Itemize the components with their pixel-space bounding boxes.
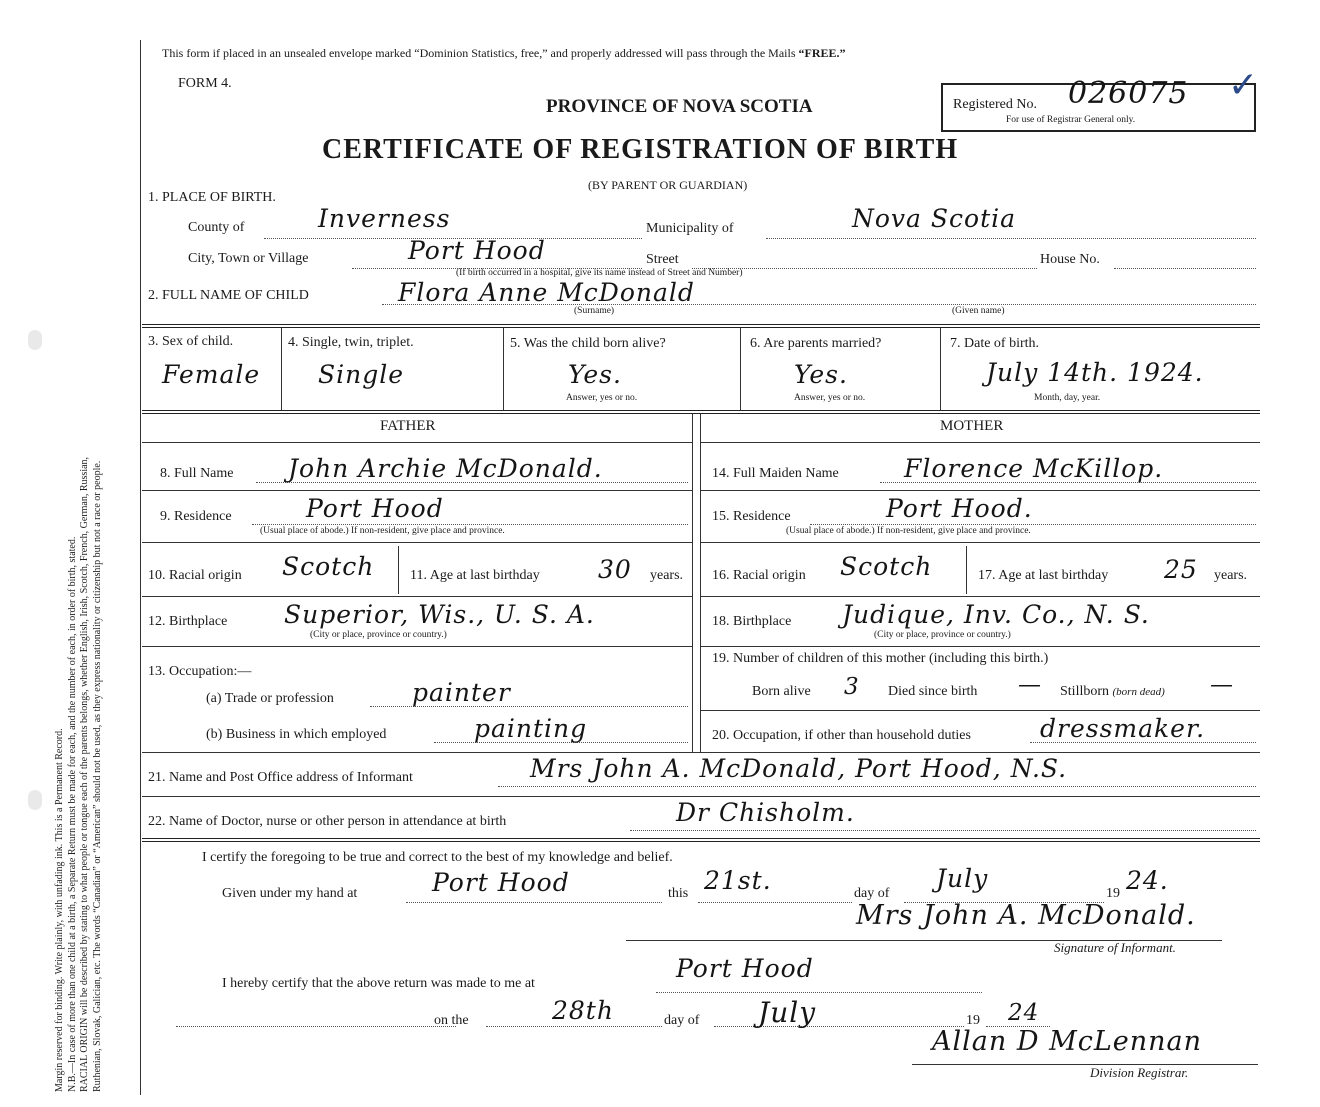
surname-note: (Surname): [574, 306, 615, 316]
province-title: PROVINCE OF NOVA SCOTIA: [546, 96, 813, 117]
mother-race-value: Scotch: [840, 552, 933, 581]
trade-value: painter: [412, 678, 511, 707]
doctor-value: Dr Chisholm.: [676, 798, 855, 827]
cell-divider: [966, 546, 967, 594]
given-name-note: (Given name): [952, 306, 1005, 316]
dob-note: Month, day, year.: [1034, 393, 1101, 403]
stillborn-note: (born dead): [1112, 686, 1165, 698]
father-race-label: 10. Racial origin: [148, 568, 242, 583]
mother-name-label: 14. Full Maiden Name: [712, 466, 839, 481]
municipality-value: Nova Scotia: [852, 204, 1017, 233]
cell-divider: [740, 328, 741, 410]
registrar-label: Division Registrar.: [1090, 1065, 1189, 1080]
section-rule: [142, 324, 1260, 328]
punch-hole: [28, 330, 42, 350]
row-rule: [700, 596, 1260, 597]
form-number: FORM 4.: [178, 76, 232, 91]
row-rule: [700, 542, 1260, 543]
given-month-value: July: [936, 864, 989, 893]
check-mark-icon: ✓: [1228, 65, 1259, 105]
child-name-value: Flora Anne McDonald: [398, 278, 695, 307]
municipality-line: [766, 238, 1256, 239]
father-age-label: 11. Age at last birthday: [410, 568, 540, 583]
row-rule: [700, 646, 1260, 647]
single-label: 4. Single, twin, triplet.: [288, 335, 414, 350]
city-label: City, Town or Village: [188, 251, 309, 266]
trade-label: (a) Trade or profession: [206, 691, 334, 706]
stillborn-value: —: [1210, 672, 1234, 698]
notice-free: “FREE.”: [798, 46, 846, 60]
mother-residence-value: Port Hood.: [886, 494, 1033, 523]
father-residence-line: [252, 524, 688, 525]
given-year-value: 24.: [1126, 866, 1169, 895]
return-label: I hereby certify that the above return was made to me at: [222, 976, 535, 991]
parent-divider: [700, 414, 701, 752]
married-note: Answer, yes or no.: [794, 393, 866, 403]
registrar-signature: Allan D McLennan: [932, 1026, 1203, 1057]
return-day-line: [486, 1026, 662, 1027]
occupation-label: 13. Occupation:—: [148, 664, 252, 679]
sex-label: 3. Sex of child.: [148, 334, 234, 349]
county-label: County of: [188, 220, 245, 235]
return-year-value: 24: [1008, 1000, 1040, 1026]
father-residence-value: Port Hood: [306, 494, 444, 523]
mother-age-label: 17. Age at last birthday: [978, 568, 1109, 583]
mother-residence-label: 15. Residence: [712, 509, 791, 524]
informant-line: [498, 786, 1256, 787]
informant-label: 21. Name and Post Office address of Informant: [148, 770, 413, 785]
place-of-birth-label: 1. PLACE OF BIRTH.: [148, 190, 276, 205]
stillborn-label: [1060, 684, 1165, 700]
given-place-line: [406, 902, 662, 903]
return-month-value: July: [758, 996, 817, 1029]
year-prefix: 19: [1106, 886, 1120, 901]
page-title: CERTIFICATE OF REGISTRATION OF BIRTH: [322, 134, 959, 165]
punch-hole: [28, 790, 42, 810]
dob-value: July 14th. 1924.: [986, 358, 1204, 387]
row-rule: [700, 490, 1260, 491]
alive-label: 5. Was the child born alive?: [510, 336, 666, 351]
mother-birthplace-label: 18. Birthplace: [712, 614, 792, 629]
row-rule: [142, 596, 692, 597]
dob-label: 7. Date of birth.: [950, 336, 1040, 351]
informant-value: Mrs John A. McDonald, Port Hood, N.S.: [530, 754, 1068, 783]
father-residence-label: 9. Residence: [160, 509, 232, 524]
mother-residence-line: [810, 524, 1256, 525]
business-label: (b) Business in which employed: [206, 727, 387, 742]
mother-occupation-value: dressmaker.: [1040, 714, 1206, 743]
died-value: —: [1018, 672, 1042, 698]
section-rule: [142, 410, 1260, 414]
notice-text: This form if placed in an unsealed envelope marked “Dominion Statistics, free,” and properly addressed will pass through the Mails: [162, 46, 796, 60]
parent-divider: [692, 414, 693, 752]
margin-line: RACIAL ORIGIN will be described by stating to what people or tongue each of the parents belongs, whether English, Irish, Scotch, French, German, Russian,: [79, 456, 90, 1092]
registrar-signature-line: [912, 1064, 1258, 1065]
informant-signature: Mrs John A. McDonald.: [856, 900, 1196, 931]
house-line: [1114, 268, 1256, 269]
day-line: [698, 902, 852, 903]
mother-race-label: 16. Racial origin: [712, 568, 806, 583]
father-birthplace-label: 12. Birthplace: [148, 614, 228, 629]
row-rule: [700, 710, 1260, 711]
alive-value: Yes.: [568, 360, 622, 389]
business-value: painting: [474, 714, 588, 743]
return-day-of-label: day of: [664, 1013, 700, 1028]
father-years: years.: [650, 568, 684, 583]
registrar-note: For use of Registrar General only.: [1006, 115, 1136, 125]
row-rule: [700, 442, 1260, 443]
alive-note: Answer, yes or no.: [566, 393, 638, 403]
mother-occupation-label: 20. Occupation, if other than household duties: [712, 728, 971, 743]
given-place-value: Port Hood: [432, 868, 570, 897]
given-day-value: 21st.: [704, 866, 772, 895]
on-label: on the: [434, 1013, 469, 1028]
doctor-label: 22. Name of Doctor, nurse or other person in attendance at birth: [148, 814, 507, 829]
died-label: Died since birth: [888, 684, 978, 699]
father-birthplace-note: (City or place, province or country.): [310, 630, 447, 640]
return-place-value: Port Hood: [676, 954, 814, 983]
born-alive-value: 3: [844, 674, 860, 700]
registered-label: Registered No.: [953, 97, 1037, 112]
day-of-label: day of: [854, 886, 890, 901]
born-alive-label: Born alive: [752, 684, 811, 699]
mother-birthplace-value: Judique, Inv. Co., N. S.: [842, 600, 1150, 629]
cell-divider: [503, 328, 504, 410]
father-heading: FATHER: [380, 418, 436, 434]
sex-value: Female: [162, 360, 261, 389]
father-birthplace-value: Superior, Wis., U. S. A.: [284, 600, 595, 629]
margin-line: N.B.—In case of more than one child at a birth, a Separate Return must be made for each, and the number of each, in order of birth, stated.: [66, 536, 78, 1092]
father-race-value: Scotch: [282, 552, 375, 581]
mother-years: years.: [1214, 568, 1248, 583]
mother-name-value: Florence McKillop.: [904, 454, 1164, 483]
row-rule: [142, 796, 1260, 797]
municipality-label: Municipality of: [646, 221, 734, 236]
margin-rule: [140, 40, 141, 1095]
married-label: 6. Are parents married?: [750, 336, 882, 351]
registered-number: 026075: [1068, 76, 1189, 111]
mail-notice: [162, 46, 846, 61]
city-value: Port Hood: [408, 236, 546, 265]
cell-divider: [940, 328, 941, 410]
father-age-value: 30: [598, 555, 632, 584]
married-value: Yes.: [794, 360, 848, 389]
on-line-lead: [176, 1026, 456, 1027]
street-label: Street: [646, 252, 679, 267]
margin-line: Margin reserved for binding. Write plainly, with unfading ink. This is a Permanent Record.: [54, 728, 65, 1092]
return-place-line: [656, 992, 982, 993]
certify-statement: I certify the foregoing to be true and correct to the best of my knowledge and belief.: [202, 850, 673, 865]
mother-residence-note: (Usual place of abode.) If non-resident, give place and province.: [786, 526, 1031, 536]
stillborn-label-text: Stillborn: [1060, 684, 1110, 699]
return-month-line: [714, 1026, 964, 1027]
section-rule: [142, 838, 1260, 842]
father-residence-note: (Usual place of abode.) If non-resident, give place and province.: [260, 526, 505, 536]
row-rule: [142, 646, 692, 647]
county-value: Inverness: [318, 204, 451, 233]
row-rule: [142, 752, 1260, 753]
house-label: House No.: [1040, 252, 1100, 267]
cell-divider: [398, 546, 399, 594]
margin-instructions: [54, 32, 104, 1092]
doctor-line: [630, 830, 1256, 831]
single-value: Single: [318, 360, 405, 389]
page-subtitle: (BY PARENT OR GUARDIAN): [588, 178, 748, 192]
row-rule: [142, 542, 692, 543]
child-name-label: 2. FULL NAME OF CHILD: [148, 288, 309, 303]
row-rule: [142, 490, 692, 491]
father-name-label: 8. Full Name: [160, 466, 234, 481]
street-line: [692, 268, 1037, 269]
return-day-value: 28th: [552, 996, 614, 1025]
return-year-prefix: 19: [966, 1013, 980, 1028]
this-label: this: [668, 886, 689, 901]
margin-line: Ruthenian, Slovak, Galician, etc. The words “Canadian” or “American” should not be used, as they express nationality or citizenship but not a race or people.: [91, 460, 103, 1092]
given-label: Given under my hand at: [222, 886, 358, 901]
mother-birthplace-note: (City or place, province or country.): [874, 630, 1011, 640]
cell-divider: [281, 328, 282, 410]
children-count-label: 19. Number of children of this mother (including this birth.): [712, 651, 1049, 666]
father-name-value: John Archie McDonald.: [288, 454, 603, 483]
hospital-note: (If birth occurred in a hospital, give its name instead of Street and Number): [456, 268, 743, 278]
mother-heading: MOTHER: [940, 418, 1004, 434]
signature-label: Signature of Informant.: [1054, 940, 1176, 955]
row-rule: [142, 442, 692, 443]
mother-age-value: 25: [1164, 555, 1198, 584]
